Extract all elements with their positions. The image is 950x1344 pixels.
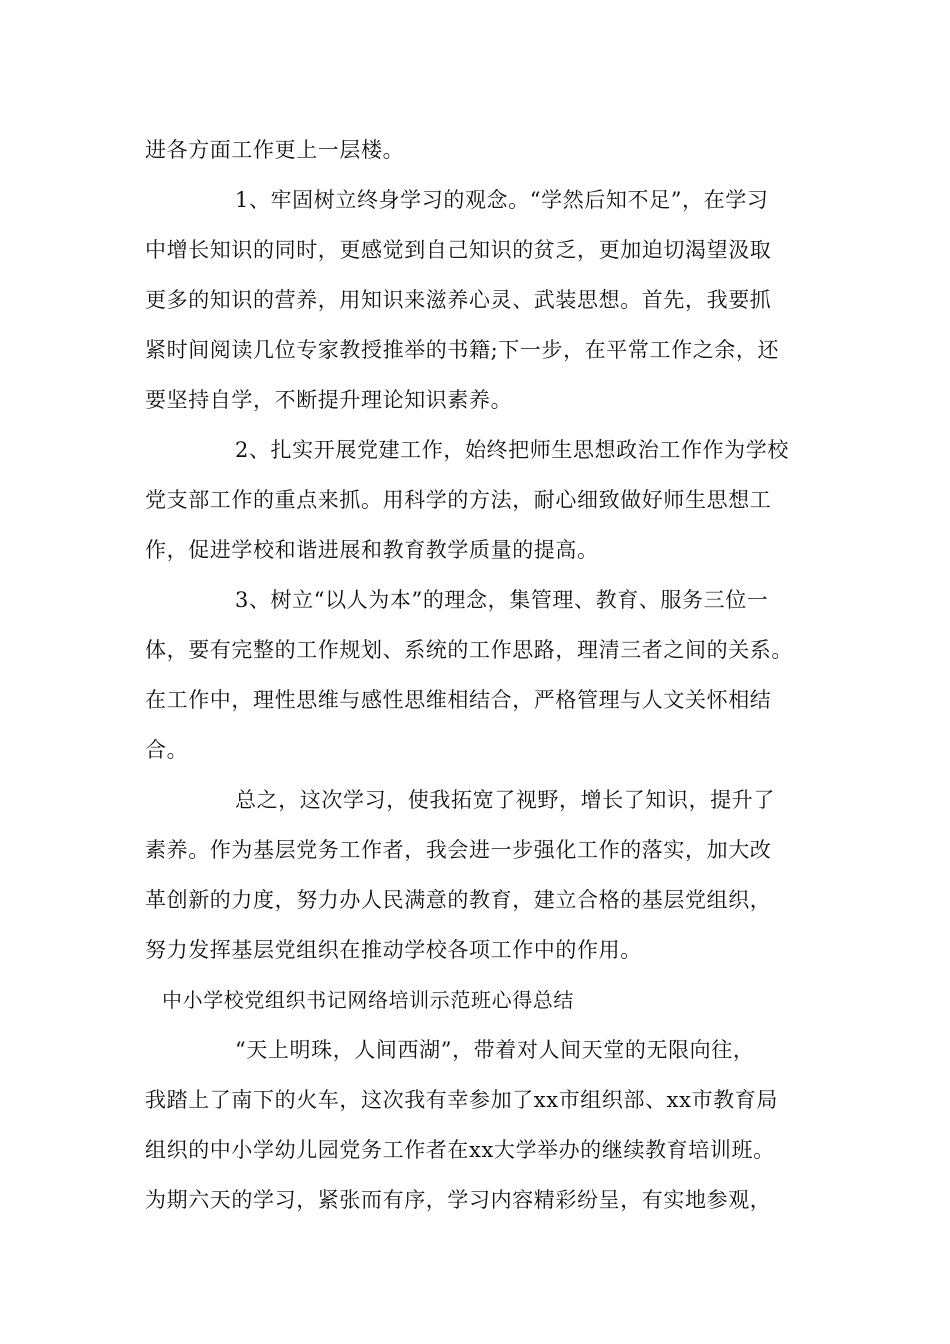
text-line: 1、牢固树立终身学习的观念。“学然后知不足”，在学习 [235, 188, 769, 212]
text-line: 在工作中，理性思维与感性思维相结合，严格管理与人文关怀相结 [145, 688, 772, 712]
text-line: 总之，这次学习，使我拓宽了视野，增长了知识，提升了 [235, 788, 775, 812]
text-line: 进各方面工作更上一层楼。 [145, 138, 405, 162]
text-line: 体，要有完整的工作规划、系统的工作思路，理清三者之间的关系。 [145, 638, 793, 662]
text-line: 努力发挥基层党组织在推动学校各项工作中的作用。 [145, 938, 642, 962]
text-line: 党支部工作的重点来抓。用科学的方法，耐心细致做好师生思想工 [145, 488, 772, 512]
text-line: 革创新的力度，努力办人民满意的教育，建立合格的基层党组织， [145, 888, 772, 912]
section-title: 中小学校党组织书记网络培训示范班心得总结 [162, 988, 574, 1012]
text-line: 紧时间阅读几位专家教授推举的书籍;下一步，在平常工作之余，还 [145, 338, 780, 362]
text-line: 为期六天的学习，紧张而有序，学习内容精彩纷呈，有实地参观， [145, 1188, 772, 1212]
text-line: 合。 [145, 738, 189, 762]
text-line: 我踏上了南下的火车，这次我有幸参加了xx市组织部、xx市教育局 [145, 1088, 778, 1112]
text-line: 作，促进学校和谐进展和教育教学质量的提高。 [145, 538, 599, 562]
text-line: 3、树立“以人为本”的理念，集管理、教育、服务三位一 [235, 588, 769, 612]
text-line: 素养。作为基层党务工作者，我会进一步强化工作的落实，加大改 [145, 838, 772, 862]
text-line: 中增长知识的同时，更感觉到自己知识的贫乏，更加迫切渴望汲取 [145, 238, 772, 262]
text-line: 2、扎实开展党建工作，始终把师生思想政治工作作为学校 [235, 438, 789, 462]
text-line: 组织的中小学幼儿园党务工作者在xx大学举办的继续教育培训班。 [145, 1138, 775, 1162]
text-line: 更多的知识的营养，用知识来滋养心灵、武装思想。首先，我要抓 [145, 288, 772, 312]
text-line: 要坚持自学，不断提升理论知识素养。 [145, 388, 513, 412]
text-line: “天上明珠，人间西湖”，带着对人间天堂的无限向往， [235, 1038, 755, 1062]
